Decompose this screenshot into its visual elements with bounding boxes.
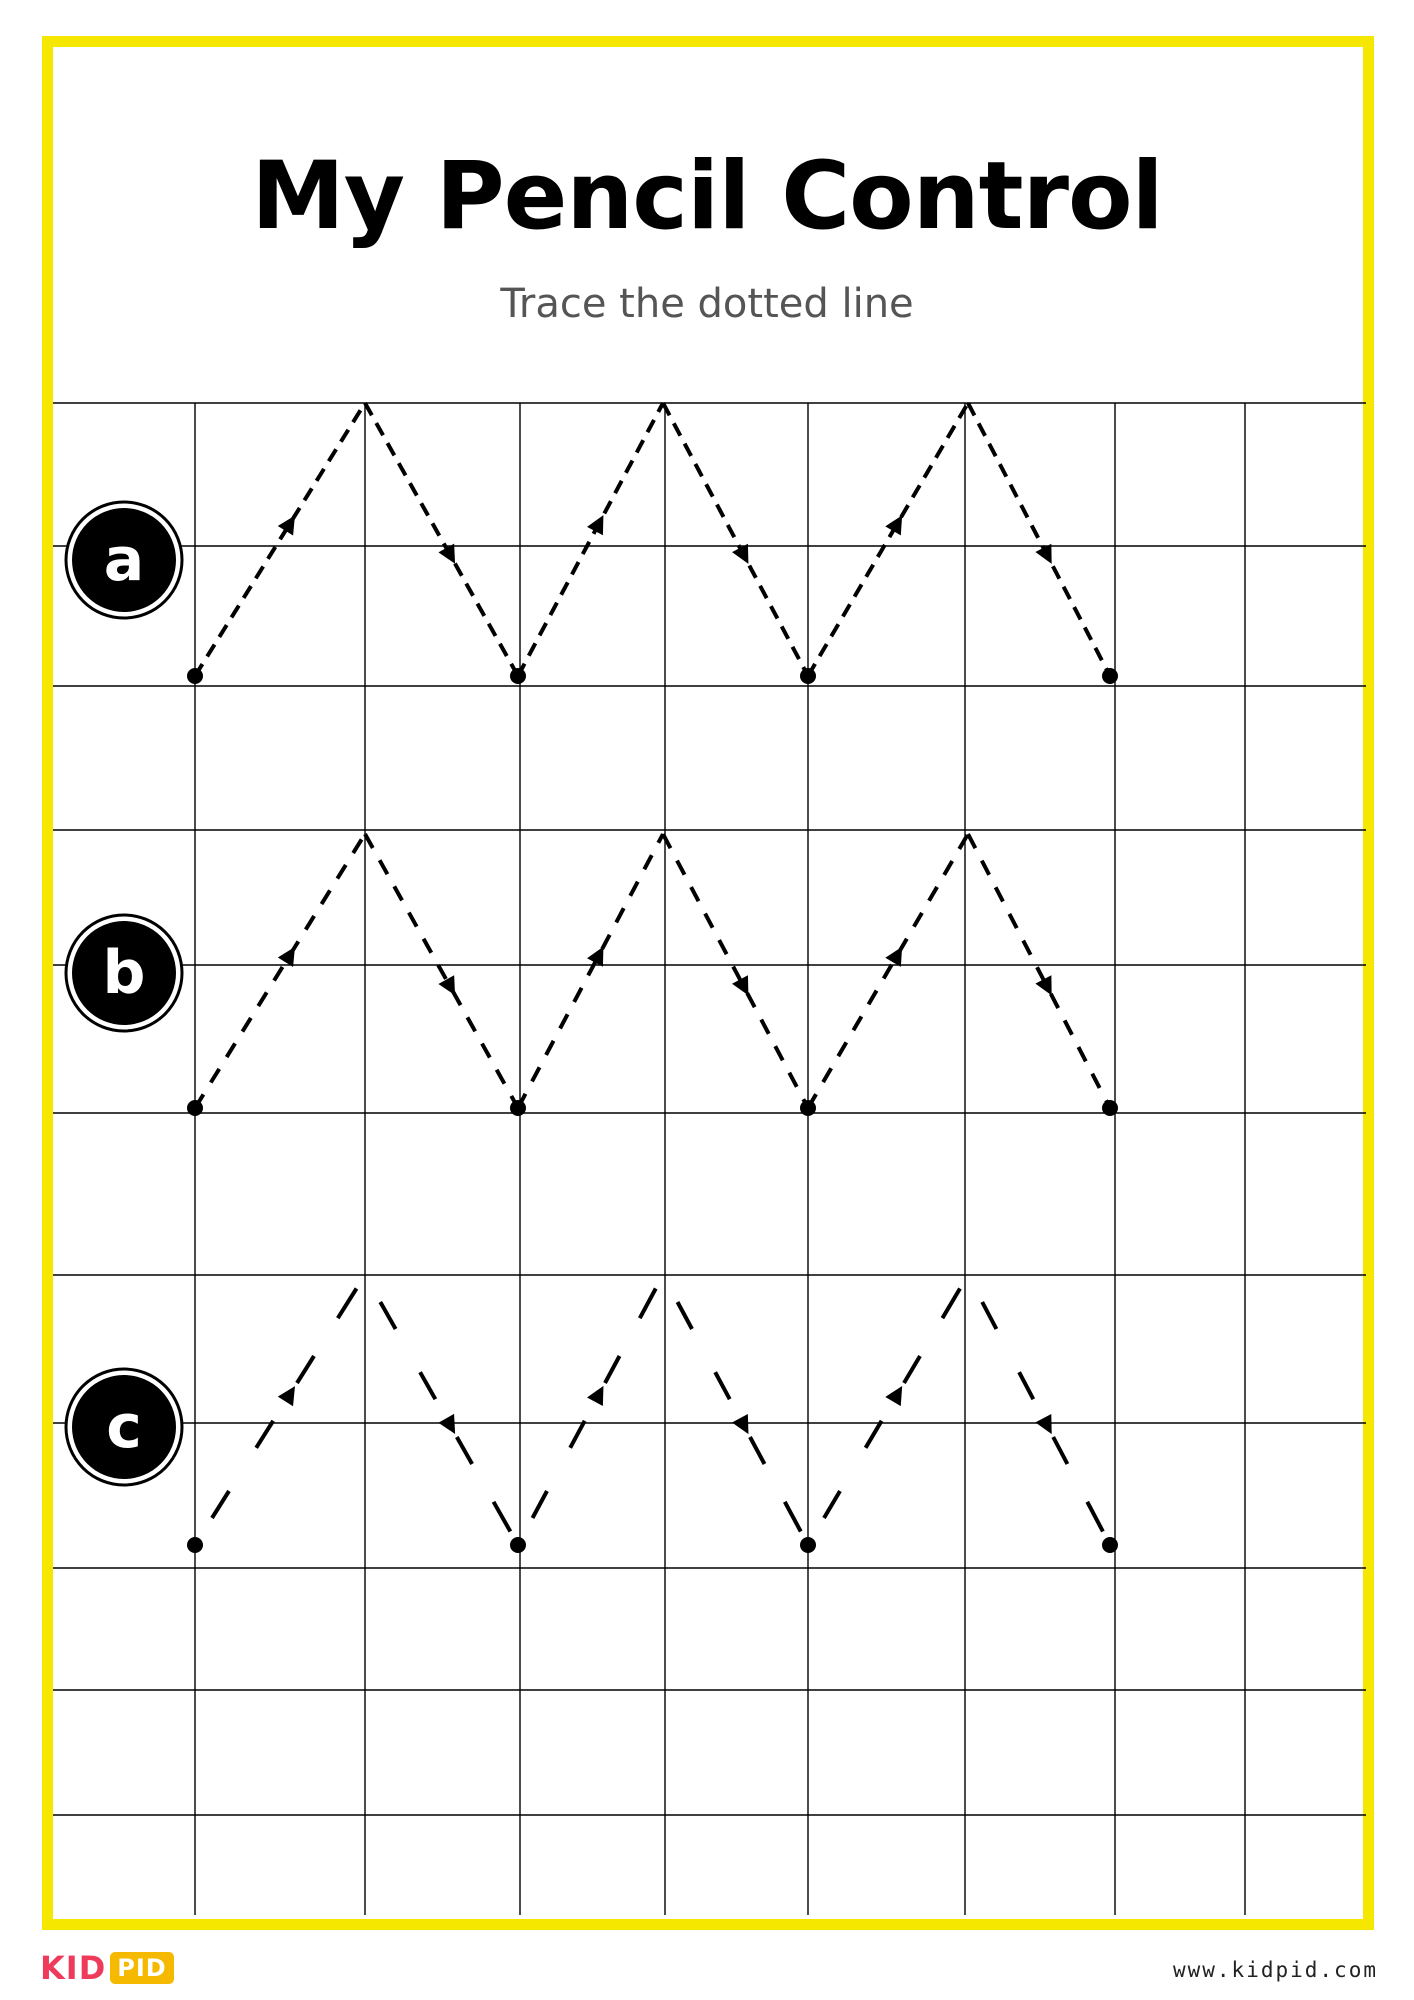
direction-arrow-icon xyxy=(732,975,756,999)
dashed-segment xyxy=(570,1421,585,1448)
dashed-segment xyxy=(518,834,663,1108)
brand-box: PID xyxy=(110,1952,173,1984)
dashed-segment xyxy=(494,1502,511,1532)
start-dot xyxy=(510,1537,526,1553)
direction-arrow-icon xyxy=(278,1381,303,1406)
badge-label: b xyxy=(102,938,146,1008)
direction-arrow-icon xyxy=(278,511,303,536)
direction-arrow-icon xyxy=(885,1381,910,1406)
dashed-segment xyxy=(904,1356,920,1383)
start-dot xyxy=(1102,668,1118,684)
exercise-badge-c xyxy=(66,1369,182,1485)
dashed-segment xyxy=(640,1289,656,1319)
start-dot xyxy=(187,668,203,684)
tracing-track-b xyxy=(187,834,1118,1116)
direction-arrow-icon xyxy=(1035,544,1059,568)
start-dot xyxy=(1102,1100,1118,1116)
dashed-segment xyxy=(750,1437,765,1464)
dashed-segment xyxy=(365,403,518,676)
start-dot xyxy=(800,668,816,684)
dashed-segment xyxy=(824,1491,840,1518)
start-dot xyxy=(187,1537,203,1553)
dashed-segment xyxy=(533,1491,548,1518)
start-dot xyxy=(800,1100,816,1116)
direction-arrow-icon xyxy=(438,1414,463,1439)
start-dot xyxy=(187,1100,203,1116)
direction-arrow-icon xyxy=(587,1382,611,1406)
exercise-badge-b xyxy=(66,915,182,1031)
tracing-track-a xyxy=(187,403,1118,684)
dashed-segment xyxy=(457,1437,472,1464)
dashed-segment xyxy=(605,1356,620,1383)
page-title: My Pencil Control xyxy=(251,142,1163,251)
dashed-segment xyxy=(866,1421,882,1448)
dashed-segment xyxy=(808,403,968,676)
dashed-segment xyxy=(663,403,808,676)
dashed-segment xyxy=(982,1302,996,1329)
direction-arrow-icon xyxy=(278,942,303,967)
direction-arrow-icon xyxy=(732,544,756,568)
dashed-segment xyxy=(420,1372,435,1399)
exercise-badge-a xyxy=(66,502,182,618)
direction-arrow-icon xyxy=(587,942,611,966)
dashed-segment xyxy=(256,1421,273,1448)
direction-arrow-icon xyxy=(438,975,462,999)
dashed-segment xyxy=(212,1491,229,1518)
start-dot xyxy=(510,1100,526,1116)
dashed-segment xyxy=(365,834,518,1108)
direction-arrow-icon xyxy=(1035,1414,1059,1438)
kidpid-logo xyxy=(40,1950,174,1986)
dashed-segment xyxy=(195,834,365,1108)
dashed-segment xyxy=(380,1302,395,1329)
dashed-segment xyxy=(968,834,1110,1108)
dashed-segment xyxy=(663,834,808,1108)
direction-arrow-icon xyxy=(438,544,463,569)
dashed-segment xyxy=(942,1289,960,1319)
instruction-text: Trace the dotted line xyxy=(500,281,914,327)
dashed-segment xyxy=(297,1356,314,1383)
dashed-segment xyxy=(808,834,968,1108)
brand-word: KID xyxy=(40,1949,107,1987)
dashed-segment xyxy=(1087,1502,1103,1532)
badge-label: c xyxy=(106,1392,142,1462)
direction-arrow-icon xyxy=(587,511,611,535)
tracing-track-c xyxy=(187,1289,1118,1554)
dashed-segment xyxy=(1053,1437,1067,1464)
tracing-grid xyxy=(53,403,1366,1915)
dashed-segment xyxy=(785,1502,801,1532)
dashed-segment xyxy=(338,1289,357,1319)
dashed-segment xyxy=(1019,1372,1033,1399)
dashed-segment xyxy=(518,403,663,676)
dashed-segment xyxy=(195,403,365,676)
direction-arrow-icon xyxy=(1035,975,1059,999)
start-dot xyxy=(1102,1537,1118,1553)
start-dot xyxy=(510,668,526,684)
direction-arrow-icon xyxy=(885,511,910,536)
badge-label: a xyxy=(103,525,145,595)
direction-arrow-icon xyxy=(885,942,910,967)
dashed-segment xyxy=(968,403,1110,676)
dashed-segment xyxy=(678,1302,693,1329)
exercise-badges xyxy=(66,502,182,1485)
dashed-segment xyxy=(715,1372,730,1399)
direction-arrow-icon xyxy=(732,1414,756,1438)
website-url: www.kidpid.com xyxy=(1172,1958,1378,1982)
start-dot xyxy=(800,1537,816,1553)
tracing-tracks xyxy=(187,403,1118,1553)
